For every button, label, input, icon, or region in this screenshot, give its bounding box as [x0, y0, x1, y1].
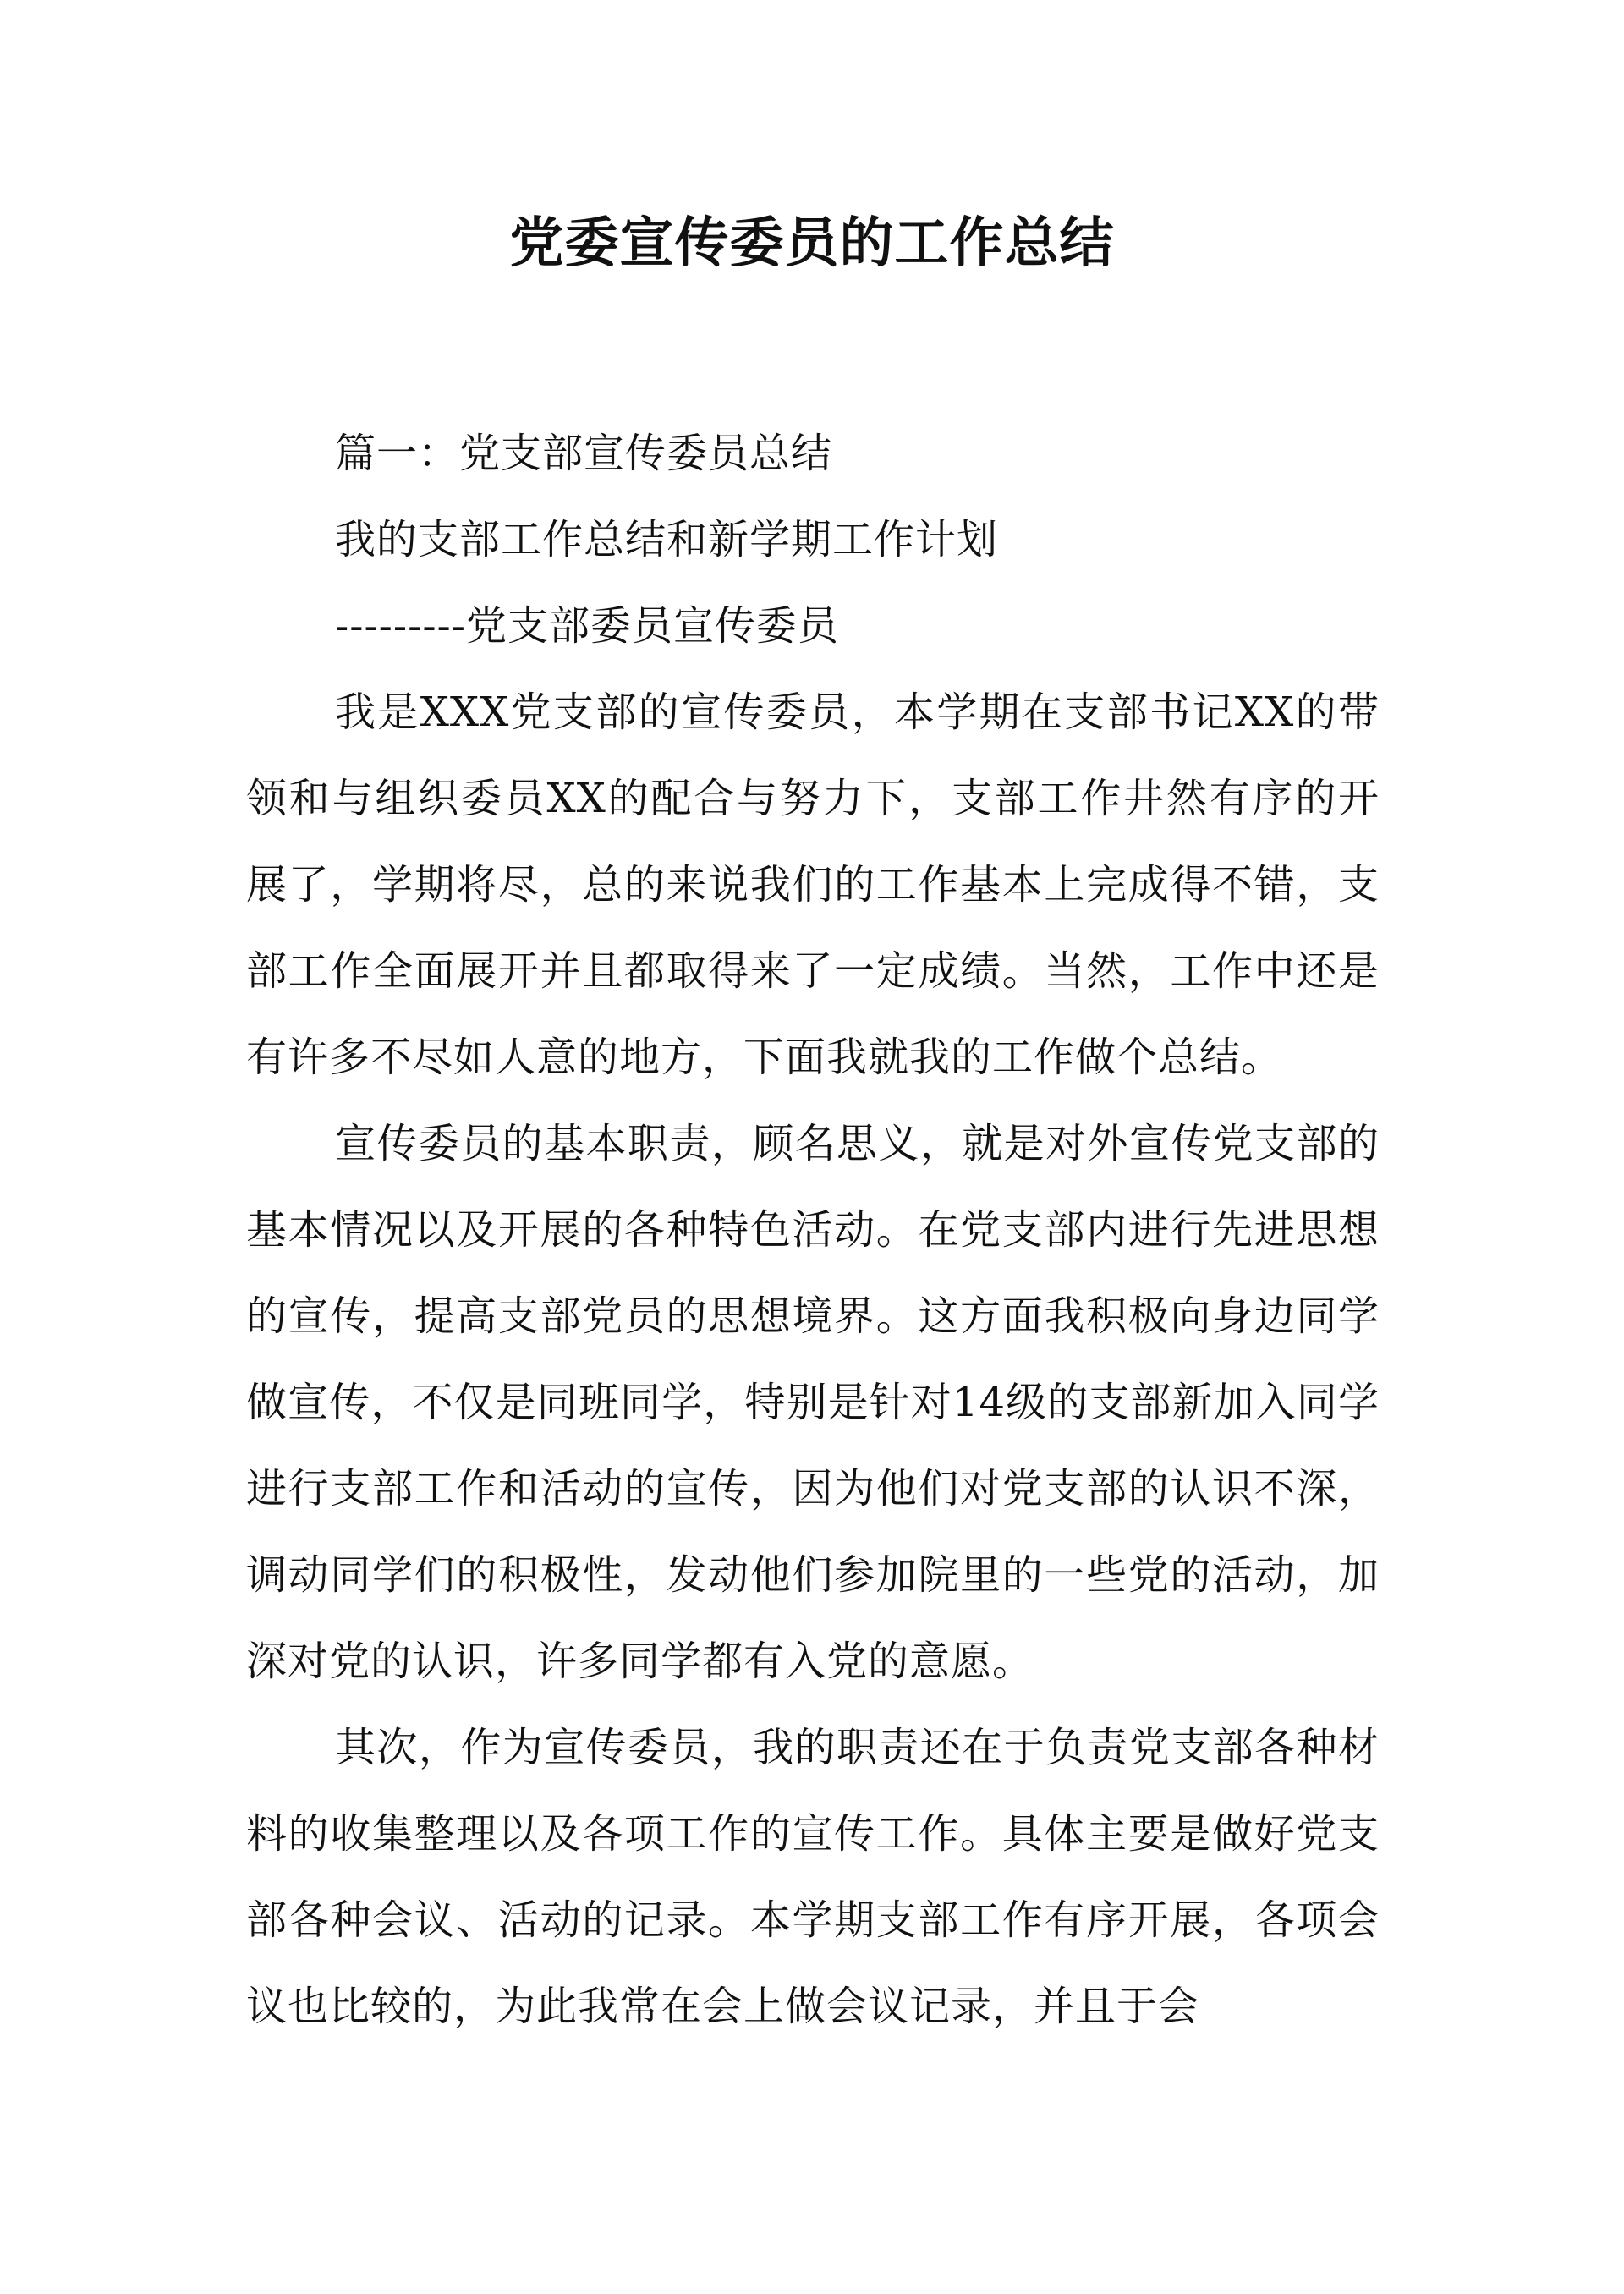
document-body [246, 410, 1380, 2050]
section-heading: 篇一：党支部宣传委员总结 [335, 430, 833, 477]
document-title: 党委宣传委员的工作总结 [509, 212, 1115, 275]
author-line: ---------党支部委员宣传委员 [335, 602, 839, 650]
paragraph: 宣传委员的基本职责，顾名思义，就是对外宣传党支部的基本情况以及开展的各种特色活动。在党支部内进行先进思想的宣传，提高支部党员的思想境界。这方面我积极向身边同学做宣传，不仅是同班同学，特别是针对14级的支部新加入同学进行支部工作和活动的宣传，因为他们对党支部的认识不深，调动同学们的积极性，发动他们参加院里的一些党的活动，加深对党的认识，许多同学都有入党的意愿。 [246, 1120, 1380, 1685]
subtitle: 我的支部工作总结和新学期工作计划 [335, 516, 999, 563]
paragraph: 我是XXX党支部的宣传委员，本学期在支部书记XX的带领和与组织委员XX的配合与努力下，支部工作井然有序的开展了，学期将尽，总的来说我们的工作基本上完成得不错，支部工作全面展开并且都取得来了一定成绩。当然，工作中还是有许多不尽如人意的地方，下面我就我的工作做个总结。 [246, 689, 1380, 1081]
paragraph: 其次，作为宣传委员，我的职责还在于负责党支部各种材料的收集整理以及各项工作的宣传工作。具体主要是做好党支部各种会议、活动的记录。本学期支部工作有序开展，各项会议也比较的，为此我常在会上做会议记录，并且于会 [246, 1724, 1380, 2030]
